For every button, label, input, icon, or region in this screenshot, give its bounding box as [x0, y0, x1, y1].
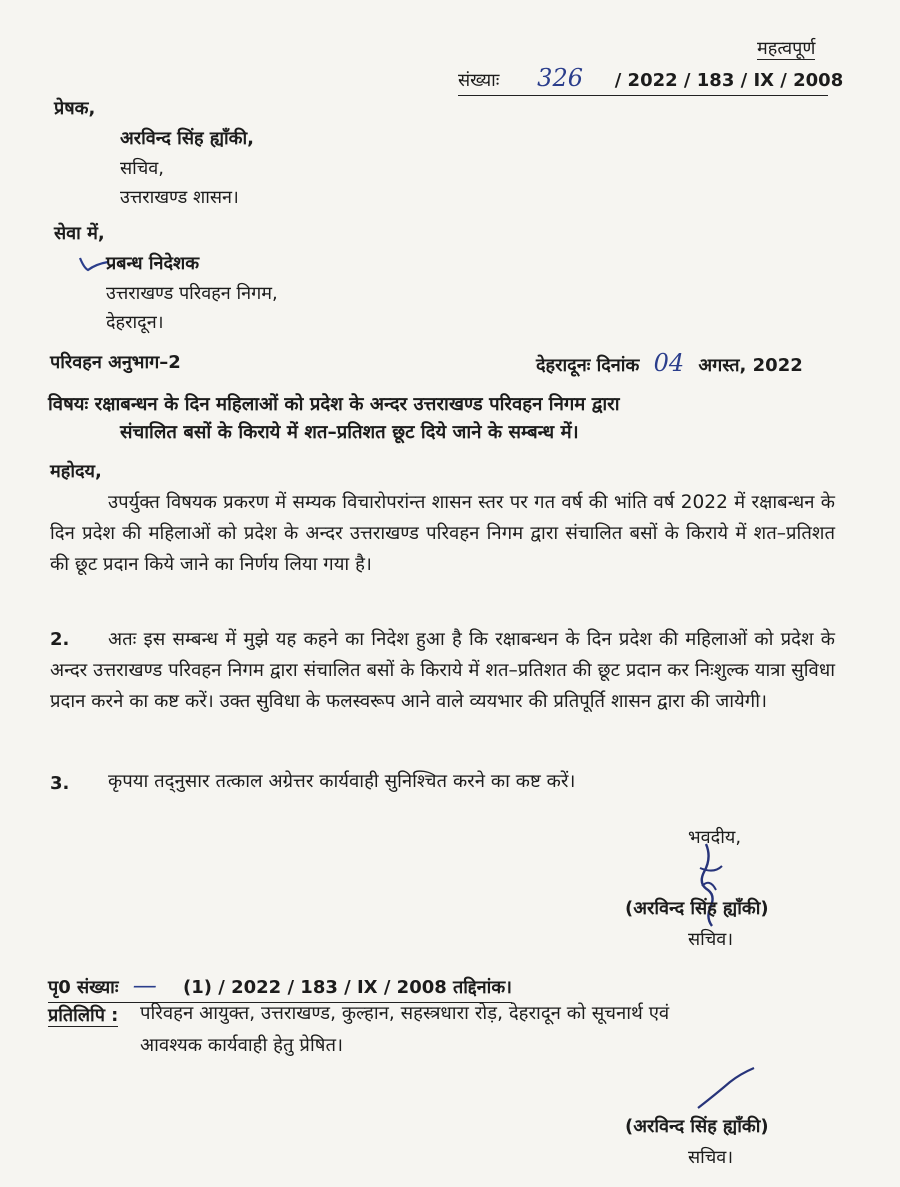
paragraph-1: उपर्युक्त विषयक प्रकरण में सम्यक विचारोपरांन्त शासन स्तर पर गत वर्ष की भांति वर्ष 2022 में रक्षाबन्धन के दिन प्रदेश की महिलाओं को प्रदेश के अन्दर उत्तराखण्ड परिवहन निगम द्वारा संचालित बसों के किराये में शत–प्रतिशत की छूट प्रदान किये जाने का निर्णय लिया गया है। [50, 492, 835, 575]
section-name: परिवहन अनुभाग–2 [50, 352, 181, 373]
paragraph-3-number: 3. [50, 773, 70, 794]
endorsement-reference [48, 973, 512, 1003]
sender-name: अरविन्द सिंह ह्याँकी, [120, 128, 254, 149]
copy-line-2: आवश्यक कार्यवाही हेतु प्रेषित। [140, 1035, 343, 1056]
ref-suffix: / 2022 / 183 / IX / 2008 [614, 70, 844, 91]
endorsement-ref-label: पृ0 संख्याः [48, 977, 119, 998]
endorsement-designation: सचिव। [688, 1147, 734, 1168]
endorsement-name: (अरविन्द सिंह ह्याँकी) [625, 1116, 769, 1137]
paragraph-3: कृपया तद्नुसार तत्काल अग्रेत्तर कार्यवाही सुनिश्चित करने का कष्ट करें। [108, 771, 576, 792]
date-suffix: अगस्त, 2022 [698, 355, 803, 376]
ref-label: संख्याः [458, 70, 500, 91]
paragraph-2-number: 2. [50, 629, 70, 650]
recipient-label: सेवा में, [54, 223, 105, 244]
ref-handwritten: 326 [537, 64, 583, 92]
date-prefix: देहरादूनः दिनांक [536, 355, 640, 376]
recipient-org: उत्तराखण्ड परिवहन निगम, [106, 283, 278, 304]
importance-mark [757, 37, 815, 61]
copy-label [48, 1004, 118, 1028]
reference-number [458, 64, 844, 96]
salutation: महोदय, [50, 461, 102, 482]
letter-date [536, 351, 803, 378]
reference-line [458, 64, 844, 96]
subject-line-1: विषयः रक्षाबन्धन के दिन महिलाओं को प्रदेश के अन्दर उत्तराखण्ड परिवहन निगम द्वारा [48, 394, 620, 415]
endorsement-ref-number: (1) / 2022 / 183 / IX / 2008 तद्दिनांक। [183, 977, 512, 998]
date-day-handwritten: 04 [653, 349, 685, 377]
paragraph-2: अतः इस सम्बन्ध में मुझे यह कहने का निदेश हुआ है कि रक्षाबन्धन के दिन प्रदेश की महिलाओं को प्रदेश के अन्दर उत्तराखण्ड परिवहन निगम द्वारा संचालित बसों के किराये में शत–प्रतिशत की छूट प्रदान कर निःशुल्क यात्रा सुविधा प्रदान करने का कष्ट करें। उक्त सुविधा के फलस्वरूप आने वाले व्ययभार की प्रतिपूर्ति शासन द्वारा की जायेगी। [50, 629, 835, 712]
copy-line-1: परिवहन आयुक्त, उत्तराखण्ड, कुल्हान, सहस्त्रधारा रोड़, देहरादून को सूचनार्थ एवं [140, 1003, 670, 1024]
recipient-city: देहरादून। [106, 312, 164, 333]
recipient-title: प्रबन्ध निदेशक [106, 253, 200, 274]
signature-mark-2 [696, 1064, 756, 1114]
closing-name: (अरविन्द सिंह ह्याँकी) [625, 898, 769, 919]
endorsement-ref-line [48, 973, 512, 1003]
subject-line-2: संचालित बसों के किराये में शत–प्रतिशत छूट दिये जाने के सम्बन्ध में। [120, 422, 579, 443]
closing-designation: सचिव। [688, 929, 734, 950]
sender-label: प्रेषक, [54, 98, 96, 119]
copy-label-text: प्रतिलिपि : [48, 1005, 119, 1026]
sender-office: उत्तराखण्ड शासन। [120, 187, 239, 208]
closing-regards: भवदीय, [688, 827, 742, 848]
importance-text: महत्वपूर्ण [757, 38, 816, 59]
sender-designation: सचिव, [120, 158, 164, 179]
endorsement-dash: — [132, 971, 157, 999]
